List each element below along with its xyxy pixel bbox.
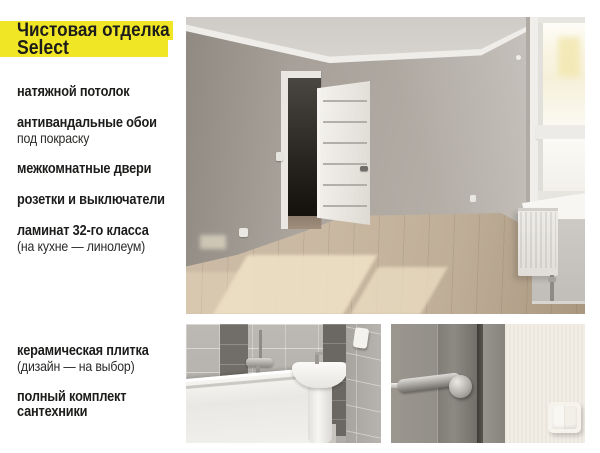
page-title	[0, 21, 173, 57]
door-jamb	[483, 324, 505, 443]
feature-text: натяжной потолок	[17, 84, 130, 100]
list-item	[17, 344, 185, 374]
feature-text: керамическая плитка	[17, 343, 149, 359]
feature-text: межкомнатные двери	[17, 161, 152, 177]
room-window-sun-glow	[558, 37, 580, 77]
list-item	[17, 116, 185, 146]
feature-list-top	[17, 85, 185, 270]
room-socket	[239, 228, 248, 237]
room-window-glass-lower	[538, 139, 585, 191]
room-radiator-pipe	[550, 275, 554, 301]
room-sun-patch	[213, 255, 378, 314]
room-socket	[470, 195, 476, 202]
feature-subtext: под покраску	[17, 130, 90, 146]
feature-text: антивандальные обои	[17, 115, 157, 131]
list-item	[17, 193, 185, 208]
feature-list-bottom	[17, 344, 185, 436]
room-wall-dot	[516, 55, 521, 60]
room-sunspot-wall	[200, 235, 226, 249]
title-line1: Чистовая отделка	[17, 19, 170, 41]
list-item	[17, 390, 185, 420]
light-switch	[548, 402, 581, 433]
room-light-switch	[276, 152, 283, 161]
photo-bathroom	[186, 324, 381, 443]
photo-door-handle	[391, 324, 585, 443]
room-door-handle	[360, 166, 368, 171]
room-doorway-opening	[288, 78, 321, 229]
room-open-door	[317, 81, 370, 225]
title-line2: Select	[17, 37, 69, 59]
bath-sink-pedestal	[308, 386, 332, 443]
photo-room-interior	[186, 17, 585, 314]
list-item	[17, 162, 185, 177]
title-highlight-line2	[0, 37, 168, 59]
list-item	[17, 85, 185, 100]
feature-text: розетки и выключатели	[17, 192, 165, 208]
bath-sink-tap	[315, 352, 319, 364]
bath-wall-dispenser	[353, 327, 370, 349]
feature-subtext: (на кухне — линолеум)	[17, 238, 146, 254]
door-handle-rosette	[449, 375, 472, 398]
feature-text: полный комплект сантехники	[17, 389, 127, 420]
feature-subtext: (дизайн — на выбор)	[17, 358, 135, 374]
room-window-crossbar	[536, 125, 585, 139]
list-item	[17, 224, 185, 254]
feature-text: ламинат 32-го класса	[17, 223, 149, 239]
room-radiator	[518, 208, 558, 276]
